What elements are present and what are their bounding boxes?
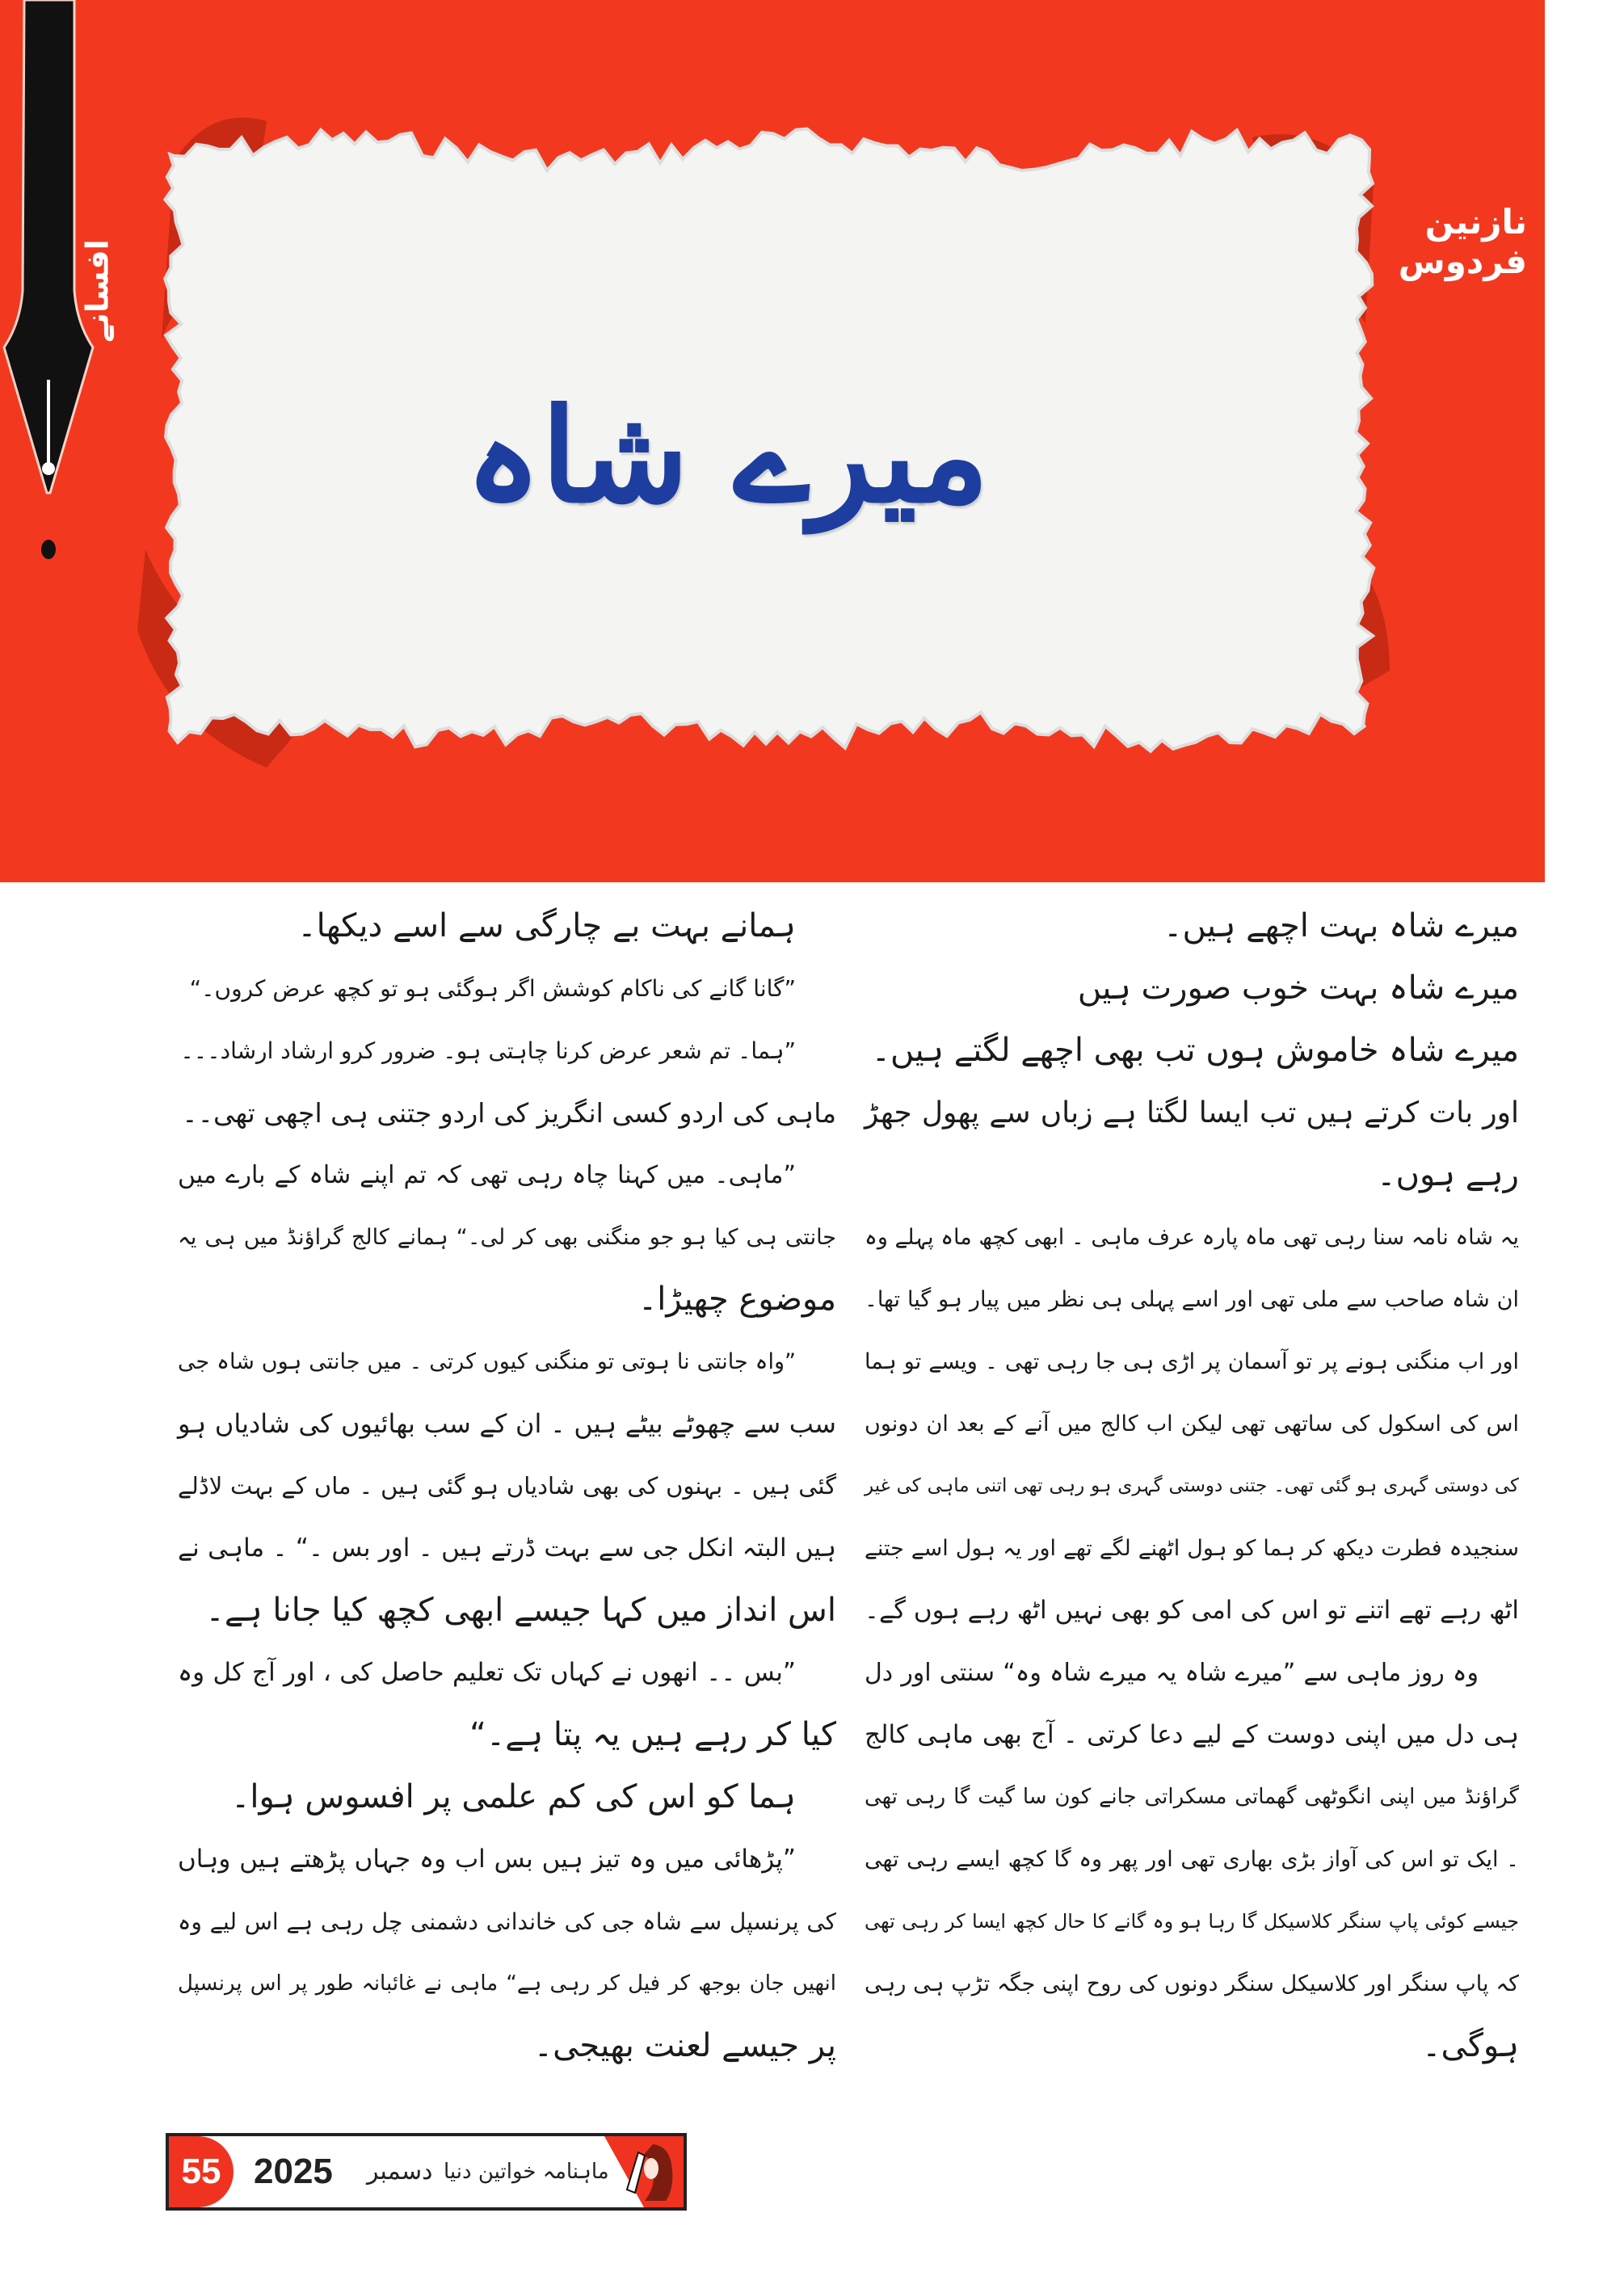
- text-line: موضوع چھیڑا۔: [637, 1281, 836, 1318]
- page-number: 55: [169, 2136, 234, 2207]
- issue-month: دسمبر: [367, 2157, 433, 2186]
- text-line: ہما کو اس کی کم علمی پر افسوس ہوا۔: [230, 1778, 796, 1815]
- text-column-left: [178, 895, 836, 2077]
- text-line: ان شاہ صاحب سے ملی تھی اور اسے پہلی ہی نظر میں پیار ہو گیا تھا۔: [865, 1287, 1519, 1312]
- text-line: میرے شاہ خاموش ہوں تب بھی اچھے لگتے ہیں۔: [871, 1032, 1519, 1069]
- text-line: پر جیسے لعنت بھیجی۔: [533, 2027, 836, 2064]
- text-line: رہے ہوں۔: [1377, 1156, 1519, 1193]
- header-banner: [0, 0, 1545, 882]
- text-line: گراؤنڈ میں اپنی انگوٹھی گھماتی مسکراتی جانے کون سا گیت گا رہی تھی: [865, 1785, 1519, 1809]
- issue-year: 2025: [254, 2152, 333, 2191]
- text-line: سب سے چھوٹے بیٹے ہیں ۔ ان کے سب بھائیوں کی شادیاں ہو: [178, 1408, 836, 1439]
- text-line: ماہی کی اردو کسی انگریز کی اردو جتنی ہی اچھی تھی۔۔: [182, 1097, 836, 1129]
- text-line: اس کی اسکول کی ساتھی تھی لیکن اب کالج میں آنے کے بعد ان دونوں: [865, 1411, 1519, 1437]
- text-line: ہمانے بہت بے چارگی سے اسے دیکھا۔: [297, 907, 796, 944]
- text-line: سنجیدہ فطرت دیکھ کر ہما کو ہول اٹھنے لگے تھے اور یہ ہول اسے جتنے: [865, 1536, 1519, 1561]
- text-line: ”بس ۔۔ انھوں نے کہاں تک تعلیم حاصل کی ، اور آج کل وہ: [178, 1658, 796, 1687]
- text-line: ہی دل میں اپنی دوست کے لیے دعا کرتی ۔ آج بھی ماہی کالج: [865, 1720, 1519, 1749]
- text-line: گئی ہیں ۔ بہنوں کی بھی شادیاں ہو گئی ہیں ۔ ماں کے بہت لاڈلے: [178, 1472, 836, 1500]
- category-text: افسانے: [80, 239, 116, 343]
- story-title: میرے شاہ: [465, 380, 990, 532]
- text-line: کی پرنسپل سے شاہ جی کی خاندانی دشمنی چل رہی ہے اس لیے وہ: [178, 1908, 836, 1935]
- text-line: جانتی ہی کیا ہو جو منگنی بھی کر لی۔“ ہمانے کالج گراؤنڈ میں ہی یہ: [178, 1225, 836, 1250]
- text-line: ہیں البتہ انکل جی سے بہت ڈرتے ہیں ۔ اور بس ۔“ ۔ ماہی نے: [178, 1533, 836, 1563]
- category-label: [69, 239, 126, 343]
- text-line: انھیں جان بوجھ کر فیل کر رہی ہے“ ماہی نے غائبانہ طور پر اس پرنسپل: [178, 1971, 836, 1996]
- text-line: اور اب منگنی ہونے پر تو آسمان پر اڑی ہی جا رہی تھی ۔ ویسے تو ہما: [865, 1349, 1519, 1374]
- text-line: میرے شاہ بہت خوب صورت ہیں: [1077, 970, 1519, 1007]
- magazine-name: ماہنامہ خواتین دنیا: [444, 2160, 609, 2184]
- text-line: اور بات کرتے ہیں تب ایسا لگتا ہے زباں سے پھول جھڑ: [865, 1096, 1519, 1130]
- text-line: ”ہما۔ تم شعر عرض کرنا چاہتی ہو۔ ضرور کرو ارشاد ارشاد۔۔۔: [180, 1037, 796, 1064]
- text-line: کیا کر رہے ہیں یہ پتا ہے۔“: [469, 1716, 836, 1753]
- text-line: یہ شاہ نامہ سنا رہی تھی ماہ پارہ عرف ماہی ۔ ابھی کچھ ماہ پہلے وہ: [865, 1225, 1519, 1250]
- text-line: ۔ ایک تو اس کی آواز بڑی بھاری تھی اور پھر وہ گا کچھ ایسے رہی تھی: [865, 1847, 1519, 1872]
- author-name: نازنین فردوس: [1398, 202, 1527, 281]
- text-line: ہوگی۔: [1422, 2027, 1519, 2064]
- text-line: اٹھ رہے تھے اتنے تو اس کی امی کو بھی نہیں اٹھ رہے ہوں گے۔: [864, 1596, 1519, 1625]
- text-line: وہ روز ماہی سے ”میرے شاہ یہ میرے شاہ وہ“ سنتی اور دل: [865, 1659, 1479, 1687]
- text-column-right: [865, 895, 1519, 2077]
- text-line: ”پڑھائی میں وہ تیز ہیں بس اب وہ جہاں پڑھتے ہیں وہاں: [178, 1845, 796, 1874]
- page-footer: [166, 2133, 687, 2211]
- text-line: میرے شاہ بہت اچھے ہیں۔: [1163, 907, 1519, 944]
- text-line: ”گانا گانے کی ناکام کوشش اگر ہوگئی ہو تو کچھ عرض کروں۔“: [189, 975, 796, 1002]
- text-line: کی دوستی گہری ہو گئی تھی۔ جتنی دوستی گہری ہو رہی تھی اتنی ماہی کی غیر: [865, 1475, 1519, 1496]
- text-line: اس انداز میں کہا جیسے ابھی کچھ کیا جانا ہے۔: [205, 1592, 836, 1629]
- text-line: کہ پاپ سنگر اور کلاسیکل سنگر دونوں کی روح اپنی جگہ تڑپ ہی رہی: [865, 1971, 1519, 1996]
- text-line: ”ماہی۔ میں کہنا چاہ رہی تھی کہ تم اپنے شاہ کے بارے میں: [178, 1161, 796, 1189]
- text-line: ”واہ جانتی نا ہوتی تو منگنی کیوں کرتی ۔ میں جانتی ہوں شاہ جی: [178, 1349, 796, 1374]
- text-line: جیسے کوئی پاپ سنگر کلاسیکل گا رہا ہو وہ گانے کا حال کچھ ایسا کر رہی تھی: [865, 1910, 1519, 1933]
- magazine-logo-icon: [621, 2141, 677, 2202]
